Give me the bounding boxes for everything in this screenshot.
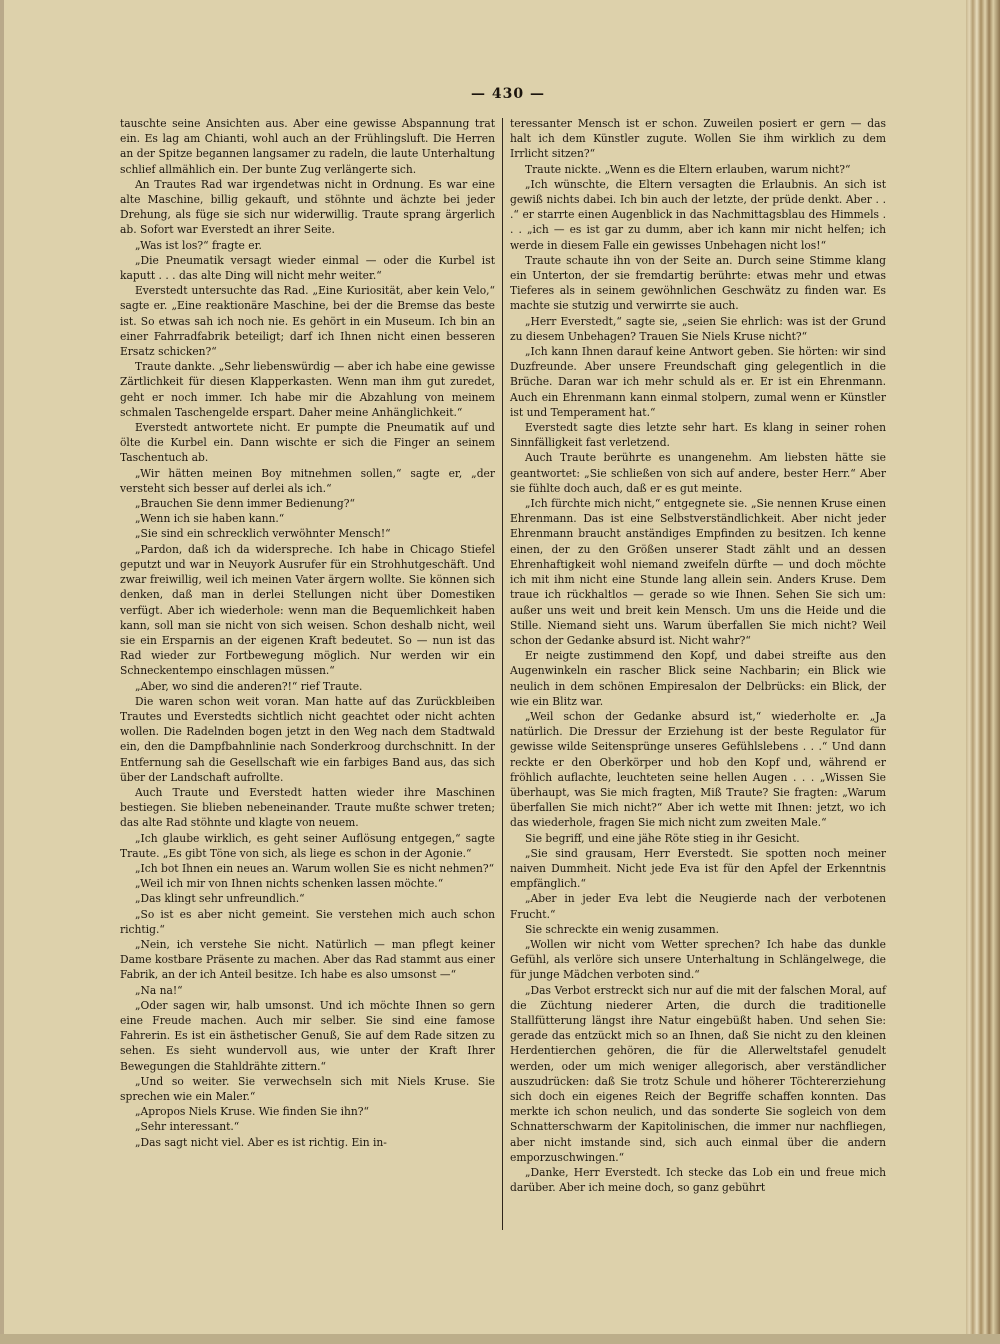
paragraph: „Das Verbot erstreckt sich nur auf die mit der falschen Moral, auf die Züchtung niederer Arten, die durch die traditionelle Stallfütterung längst ihre Natur eingebüßt haben. Und sehen Sie: gerade das entzückt mich so an Ihnen, daß Sie nicht zu den kleinen Herdentierchen gehören, die für die Allerweltstafel genudelt werden, oder um mich weniger allegorisch, aber verständlicher auszudrücken: daß Sie trotz Schule und höherer Töchtererziehung sich doch ein eigenes Reich der Begriffe schaffen konnten. Das merkte ich schon neulich, und das sonderte Sie sogleich von dem Schnatterschwarm der Kapitolinischen, die immer nur nachfliegen, aber nicht imstande sind, sich auch einmal über die andern emporzuschwingen.“: [510, 983, 886, 1164]
paragraph: „Was ist los?“ fragte er.: [134, 238, 262, 252]
paragraph: Auch Traute und Everstedt hatten wieder ihre Maschinen bestiegen. Sie blieben nebeneinander. Traute mußte schwer treten; das alte Rad stöhnte und klagte von neuem.: [120, 785, 495, 830]
paragraph: „Oder sagen wir, halb umsonst. Und ich möchte Ihnen so gern eine Freude machen. Auch mir selber. Sie sind eine famose Fahrerin. Es ist ein ästhetischer Genuß, Sie auf dem Rade sitzen zu sehen. Es sieht wundervoll aus, wie unter der Kraft Ihrer Bewegungen die Stahldrähte zittern.“: [120, 998, 495, 1073]
paragraph: „Ich glaube wirklich, es geht seiner Auflösung entgegen,“ sagte Traute. „Es gibt Töne von sich, als liege es schon in der Agonie.“: [120, 831, 495, 860]
paragraph: Traute dankte. „Sehr liebenswürdig — aber ich habe eine gewisse Zärtlichkeit für diesen Klapperkasten. Wenn man ihm gut zuredet, geht er noch immer. Ich habe mir die Abzahlung von meinem schmalen Taschengelde erspart. Daher meine Anhänglichkeit.“: [120, 360, 495, 419]
page-gutter-edge: [0, 0, 4, 1344]
paragraph: teressanter Mensch ist er schon. Zuweilen posiert er gern — das halt ich dem Künstler zugute. Wollen Sie ihm wirklich zu dem Irrlicht sitzen?“: [510, 117, 886, 161]
paragraph: „Weil schon der Gedanke absurd ist,“ wiederholte er. „Ja natürlich. Die Dressur der Erziehung ist der beste Regulator für gewisse wilde Seitensprünge unseres Gefühlslebens . . .“ Und dann reckte er den Oberkörper und hob den Kopf und, während er fröhlich auflachte, leuchteten seine hellen Augen . . . „Wissen Sie überhaupt, was Sie mich fragten, Miß Traute? Sie fragten: „Warum überfallen Sie mich nicht?“ Aber ich wette mit Ihnen: jetzt, wo ich das wiederhole, fragen Sie mich nicht zum zweiten Male.“: [510, 709, 886, 830]
paragraph: „Aber, wo sind die anderen?!“ rief Traute.: [134, 679, 363, 693]
page-stack-edge: [966, 0, 1000, 1344]
paragraph: „Nein, ich verstehe Sie nicht. Natürlich — man pflegt keiner Dame kostbare Präsente zu machen. Aber das Rad stammt aus einer Fabrik, an der ich Anteil besitze. Ich habe es also umsonst —“: [120, 937, 495, 982]
paragraph: „Wenn ich sie haben kann.“: [134, 512, 285, 526]
paragraph: Traute schaute ihn von der Seite an. Durch seine Stimme klang ein Unterton, der sie fremdartig berührte: etwas mehr und etwas Tieferes als in seinem gewöhnlichen Geschwätz zu finden war. Es machte sie stutzig und verwirrte sie auch.: [510, 253, 886, 313]
paragraph: „Wollen wir nicht vom Wetter sprechen? Ich habe das dunkle Gefühl, als verlöre sich unsere Unterhaltung in Schlängelwege, die für junge Mädchen verboten sind.“: [510, 937, 886, 982]
paragraph: „Ich wünschte, die Eltern versagten die Erlaubnis. An sich ist gewiß nichts dabei. Ich bin auch der letzte, der prüde denkt. Aber . . .“ er starrte einen Augenblick in das Nachmittagsblau des Himmels . . . „ich — es ist gar zu dumm, aber ich kann mir nicht helfen; ich werde in diesem Falle ein gewisses Unbehagen nicht los!“: [510, 177, 886, 252]
paragraph: Sie begriff, und eine jähe Röte stieg in ihr Gesicht.: [524, 831, 800, 845]
paragraph: „Sehr interessant.“: [134, 1120, 240, 1134]
paragraph: Traute nickte. „Wenn es die Eltern erlauben, warum nicht?“: [524, 162, 851, 176]
paragraph: „Apropos Niels Kruse. Wie finden Sie ihn?“: [134, 1105, 369, 1119]
paragraph: „Aber in jeder Eva lebt die Neugierde nach der verbotenen Frucht.“: [510, 892, 886, 921]
paragraph: Die waren schon weit voran. Man hatte auf das Zurückbleiben Trautes und Everstedts sichtlich nicht geachtet oder nicht achten wollen. Die Radelnden bogen jetzt in den Weg nach dem Stadtwald ein, den die Dampfbahnlinie nach Sonderkroog durchschnitt. In der Entfernung sah die Gesellschaft wie ein farbiges Band aus, das sich über der Landschaft aufrollte.: [120, 694, 495, 784]
paragraph: Everstedt untersuchte das Rad. „Eine Kuriosität, aber kein Velo,“ sagte er. „Eine reaktionäre Maschine, bei der die Bremse das beste ist. So etwas sah ich noch nie. Es gehört in ein Museum. Ich bin an einer Fahrradfabrik beteiligt; darf ich Ihnen nicht einen besseren Ersatz schicken?“: [120, 284, 495, 359]
paragraph: „Sie sind grausam, Herr Everstedt. Sie spotten noch meiner naiven Dummheit. Nicht jede Eva ist für den Apfel der Erkenntnis empfänglich.“: [510, 846, 886, 891]
paragraph: Auch Traute berührte es unangenehm. Am liebsten hätte sie geantwortet: „Sie schließen von sich auf andere, bester Herr.“ Aber sie fühlte doch auch, daß er es gut meinte.: [510, 451, 886, 495]
paragraph: „Na na!“: [134, 983, 183, 997]
paragraph: „Wir hätten meinen Boy mitnehmen sollen,“ sagte er, „der versteht sich besser auf derlei als ich.“: [120, 466, 495, 495]
paragraph: tauschte seine Ansichten aus. Aber eine gewisse Abspannung trat ein. Es lag am Chianti, wohl auch an der Frühlingsluft. Die Herren an der Spitze begannen langsamer zu radeln, die laute Unterhaltung schlief allmählich ein. Der bunte Zug verlängerte sich.: [120, 117, 495, 176]
page-number: — 430 —: [471, 86, 545, 102]
paragraph: „Und so weiter. Sie verwechseln sich mit Niels Kruse. Sie sprechen wie ein Maler.“: [120, 1074, 495, 1103]
right-text-column: [510, 116, 886, 1195]
paragraph: „Ich bot Ihnen ein neues an. Warum wollen Sie es nicht nehmen?“: [134, 861, 495, 875]
page-bottom-edge: [0, 1334, 1000, 1344]
paragraph: „Pardon, daß ich da widerspreche. Ich habe in Chicago Stiefel geputzt und war in Neuyork Ausrufer für ein Strohhutgeschäft. Und zwar freiwillig, weil ich meinen Vater ärgern wollte. Sie können sich denken, daß man in derlei Stellungen nicht über Domestiken verfügt. Aber ich wiederhole: wenn man die Bequemlichkeit haben kann, soll man sie nicht von sich weisen. Schon deshalb nicht, weil sie ein Ersparnis an der eigenen Kraft bedeutet. So — nun ist das Rad wieder zur Fortbewegung möglich. Nur werden wir ein Schneckentempo einschlagen müssen.“: [120, 542, 495, 678]
paragraph: An Trautes Rad war irgendetwas nicht in Ordnung. Es war eine alte Maschine, billig gekauft, und stöhnte und ächzte bei jeder Drehung, als füge sie sich nur widerwillig. Traute sprang ärgerlich ab. Sofort war Everstedt an ihrer Seite.: [120, 177, 495, 237]
paragraph: „Ich fürchte mich nicht,“ entgegnete sie. „Sie nennen Kruse einen Ehrenmann. Das ist eine Selbstverständlichkeit. Aber nicht jeder Ehrenmann braucht anständiges Empfinden zu besitzen. Ich kenne einen, der zu den Größen unserer Stadt zählt und an dessen Ehrenhaftigkeit wohl niemand zweifeln dürfte — und doch möchte ich mit ihm nicht eine Stunde lang allein sein. Anders Kruse. Dem traue ich rückhaltlos — gerade so wie Ihnen. Sehen Sie sich um: außer uns weit und breit kein Mensch. Um uns die Heide und die Stille. Niemand sieht uns. Warum überfallen Sie mich nicht? Weil schon der Gedanke absurd ist. Nicht wahr?“: [510, 497, 886, 647]
paragraph: „Ich kann Ihnen darauf keine Antwort geben. Sie hörten: wir sind Duzfreunde. Aber unsere Freundschaft ging gelegentlich in die Brüche. Daran war ich mehr schuld als er. Er ist ein Ehrenmann. Auch ein Ehrenmann kann einmal stolpern, zumal wenn er Künstler ist und Temperament hat.“: [510, 345, 886, 419]
paragraph: Sie schreckte ein wenig zusammen.: [524, 922, 719, 936]
paragraph: Everstedt antwortete nicht. Er pumpte die Pneumatik auf und ölte die Kurbel ein. Dann wischte er sich die Finger an seinem Taschentuch ab.: [120, 421, 495, 465]
paragraph: „So ist es aber nicht gemeint. Sie verstehen mich auch schon richtig.“: [120, 907, 495, 936]
paragraph: „Die Pneumatik versagt wieder einmal — oder die Kurbel ist kaputt . . . das alte Ding will nicht mehr weiter.“: [120, 253, 495, 283]
paragraph: „Herr Everstedt,“ sagte sie, „seien Sie ehrlich: was ist der Grund zu diesem Unbehagen? Trauen Sie Niels Kruse nicht?“: [510, 314, 886, 343]
paragraph: Er neigte zustimmend den Kopf, und dabei streifte aus den Augenwinkeln ein rascher Blick seine Nachbarin; ein Blick wie neulich in dem schönen Empiresalon der Delbrücks: ein Blick, der wie ein Blitz war.: [510, 649, 886, 708]
paragraph: „Sie sind ein schrecklich verwöhnter Mensch!“: [134, 527, 391, 541]
paragraph: Everstedt sagte dies letzte sehr hart. Es klang in seiner rohen Sinnfälligkeit fast verletzend.: [510, 421, 886, 450]
paragraph: „Brauchen Sie denn immer Bedienung?“: [134, 497, 355, 511]
paragraph: „Weil ich mir von Ihnen nichts schenken lassen möchte.“: [134, 877, 444, 891]
paragraph: „Das klingt sehr unfreundlich.“: [134, 892, 305, 906]
left-text-column: [120, 116, 495, 1150]
column-divider: [502, 118, 503, 1230]
paragraph: „Das sagt nicht viel. Aber es ist richtig. Ein in-: [134, 1135, 387, 1149]
paragraph: „Danke, Herr Everstedt. Ich stecke das Lob ein und freue mich darüber. Aber ich meine doch, so ganz gebührt: [510, 1166, 886, 1195]
